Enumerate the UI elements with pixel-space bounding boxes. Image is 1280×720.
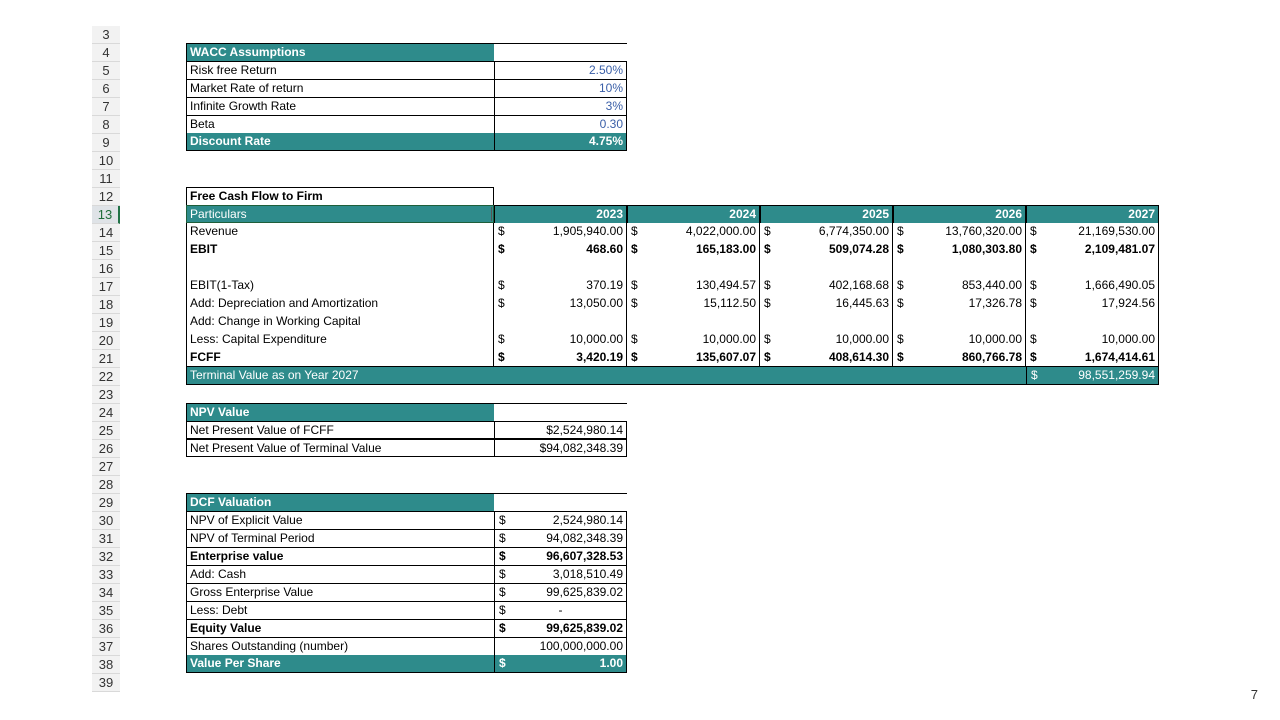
fcff-value: 4,022,000.00 — [685, 224, 756, 238]
currency-symbol: $ — [764, 350, 771, 364]
row-header[interactable]: 18 — [92, 296, 120, 314]
fcff-value-cell[interactable] — [893, 349, 1026, 367]
fcff-value-cell[interactable] — [627, 349, 760, 367]
fcff-value: 10,000.00 — [835, 332, 889, 346]
page-number: 7 — [1250, 687, 1258, 702]
currency-symbol: $ — [499, 531, 506, 545]
row-header[interactable]: 26 — [92, 440, 120, 458]
fcff-value: 10,000.00 — [702, 332, 756, 346]
row-header[interactable]: 28 — [92, 476, 120, 494]
fcff-value: 860,766.78 — [961, 350, 1022, 364]
currency-symbol: $ — [764, 296, 771, 310]
fcff-value: 17,326.78 — [968, 296, 1022, 310]
fcff-value-cell[interactable] — [893, 241, 1026, 259]
fcff-value: 10,000.00 — [968, 332, 1022, 346]
fcff-value-cell[interactable] — [494, 259, 627, 277]
currency-symbol: $ — [631, 350, 638, 364]
row-header[interactable]: 35 — [92, 602, 120, 620]
currency-symbol: $ — [897, 242, 904, 256]
currency-symbol: $ — [499, 621, 506, 635]
fcff-value-cell[interactable] — [494, 313, 627, 331]
fcff-value: 2,109,481.07 — [1084, 242, 1155, 256]
currency-symbol: $ — [764, 242, 771, 256]
currency-symbol: $ — [631, 242, 638, 256]
row-header[interactable]: 11 — [92, 170, 120, 188]
dcf-row-label[interactable]: Shares Outstanding (number) — [186, 637, 494, 655]
year-header-2025[interactable]: 2025 — [760, 205, 893, 223]
currency-symbol: $ — [498, 296, 505, 310]
currency-symbol: $ — [764, 278, 771, 292]
row-header[interactable]: 14 — [92, 224, 120, 242]
terminal-value-label[interactable]: Terminal Value as on Year 2027 — [186, 367, 494, 385]
fcff-row-label[interactable]: Add: Change in Working Capital — [186, 313, 494, 331]
fcff-value-cell[interactable] — [760, 241, 893, 259]
dcf-row-label[interactable]: Enterprise value — [186, 547, 494, 565]
currency-symbol: $ — [631, 224, 638, 238]
fcff-value-cell[interactable] — [627, 241, 760, 259]
fcff-value-cell[interactable] — [760, 277, 893, 295]
wacc-header[interactable]: WACC Assumptions — [186, 43, 494, 61]
wacc-row-value[interactable]: 2.50% — [494, 61, 627, 79]
row-header[interactable]: 10 — [92, 152, 120, 170]
fcff-value-cell[interactable] — [627, 313, 760, 331]
dcf-value: 3,018,510.49 — [552, 567, 623, 581]
dcf-header-blank[interactable] — [494, 493, 627, 511]
year-header-2027[interactable]: 2027 — [1026, 205, 1159, 223]
row-header[interactable]: 4 — [92, 44, 120, 62]
dcf-row-label[interactable]: NPV of Explicit Value — [186, 511, 494, 529]
fcff-value: 17,924.56 — [1101, 296, 1155, 310]
row-header[interactable]: 20 — [92, 332, 120, 350]
fcff-value-cell[interactable] — [494, 277, 627, 295]
text-cursor-icon — [491, 207, 492, 221]
dcf-value: - — [558, 603, 563, 617]
currency-symbol: $ — [499, 513, 506, 527]
row-header[interactable]: 22 — [92, 368, 120, 386]
row-header[interactable]: 39 — [92, 674, 120, 692]
wacc-row-label[interactable]: Market Rate of return — [186, 79, 494, 97]
fcff-value-cell[interactable] — [893, 295, 1026, 313]
row-header[interactable]: 7 — [92, 98, 120, 116]
dcf-value-cell[interactable] — [494, 583, 627, 601]
fcff-value: 135,607.07 — [695, 350, 756, 364]
currency-symbol: $ — [498, 332, 505, 346]
fcff-value-cell[interactable] — [627, 223, 760, 241]
discount-rate-value[interactable]: 4.75% — [494, 133, 627, 151]
wacc-row-label[interactable]: Beta — [186, 115, 494, 133]
fcff-row-label[interactable] — [186, 259, 494, 277]
fcff-value: 408,614.30 — [828, 350, 889, 364]
currency-symbol: $ — [897, 332, 904, 346]
fcff-value: 402,168.68 — [828, 278, 889, 292]
fcff-value: 853,440.00 — [961, 278, 1022, 292]
fcff-value-cell[interactable] — [1026, 313, 1159, 331]
currency-symbol: $ — [498, 350, 505, 364]
currency-symbol: $ — [499, 549, 506, 563]
fcff-value-cell[interactable] — [760, 295, 893, 313]
row-header[interactable]: 30 — [92, 512, 120, 530]
fcff-value-cell[interactable] — [494, 241, 627, 259]
fcff-value-cell[interactable] — [1026, 331, 1159, 349]
fcff-value: 468.60 — [586, 242, 623, 256]
dcf-value-cell[interactable] — [494, 529, 627, 547]
fcff-value: 1,674,414.61 — [1084, 350, 1155, 364]
fcff-value: 1,666,490.05 — [1084, 278, 1155, 292]
currency-symbol: $ — [897, 224, 904, 238]
row-header[interactable]: 9 — [92, 134, 120, 152]
row-header[interactable]: 3 — [92, 26, 120, 44]
fcff-value-cell[interactable] — [627, 277, 760, 295]
wacc-row-label[interactable]: Infinite Growth Rate — [186, 97, 494, 115]
currency-symbol: $ — [1030, 224, 1037, 238]
currency-symbol: $ — [1030, 296, 1037, 310]
currency-symbol: $ — [499, 603, 506, 617]
currency-symbol: $ — [897, 350, 904, 364]
row-header[interactable]: 25 — [92, 422, 120, 440]
row-header[interactable]: 24 — [92, 404, 120, 422]
dcf-header[interactable]: DCF Valuation — [186, 493, 494, 511]
currency-symbol: $ — [764, 224, 771, 238]
row-header[interactable]: 13 — [92, 206, 120, 224]
currency-symbol: $ — [499, 656, 506, 670]
row-header[interactable]: 6 — [92, 80, 120, 98]
row-header[interactable]: 17 — [92, 278, 120, 296]
fcff-value-cell[interactable] — [760, 259, 893, 277]
fcff-value-cell[interactable] — [494, 295, 627, 313]
currency-symbol: $ — [498, 242, 505, 256]
currency-symbol: $ — [631, 296, 638, 310]
fcff-value: 16,445.63 — [835, 296, 889, 310]
row-header[interactable]: 31 — [92, 530, 120, 548]
terminal-value-spacer[interactable] — [494, 367, 1026, 385]
npv-row-label[interactable]: Net Present Value of Terminal Value — [186, 439, 494, 457]
dcf-value-cell[interactable] — [494, 511, 627, 529]
currency-symbol: $ — [498, 224, 505, 238]
currency-symbol: $ — [1030, 242, 1037, 256]
dcf-value: 94,082,348.39 — [546, 531, 623, 545]
fcff-value-cell[interactable] — [760, 223, 893, 241]
row-header[interactable]: 12 — [92, 188, 120, 206]
fcff-value-cell[interactable] — [893, 313, 1026, 331]
fcff-value-cell[interactable] — [627, 259, 760, 277]
fcff-value: 370.19 — [586, 278, 623, 292]
dcf-value-cell[interactable] — [494, 637, 627, 655]
year-header-2024[interactable]: 2024 — [627, 205, 760, 223]
row-header[interactable]: 33 — [92, 566, 120, 584]
fcff-row-label[interactable]: Revenue — [186, 223, 494, 241]
fcff-value-cell[interactable] — [893, 223, 1026, 241]
fcff-value: 10,000.00 — [569, 332, 623, 346]
value-per-share-cell[interactable] — [494, 655, 627, 673]
fcff-value-cell[interactable] — [1026, 349, 1159, 367]
fcff-value-cell[interactable] — [1026, 223, 1159, 241]
currency-symbol: $ — [897, 296, 904, 310]
terminal-value: 98,551,259.94 — [1078, 368, 1155, 382]
dcf-value-cell[interactable] — [494, 547, 627, 565]
npv-row-value[interactable]: $2,524,980.14 — [494, 421, 627, 439]
row-headers — [92, 26, 120, 692]
fcff-row-label[interactable]: EBIT — [186, 241, 494, 259]
fcff-value-cell[interactable] — [494, 223, 627, 241]
wacc-header-blank[interactable] — [494, 43, 627, 61]
fcff-row-label[interactable]: FCFF — [186, 349, 494, 367]
fcff-value-cell[interactable] — [760, 313, 893, 331]
dcf-row-label[interactable]: NPV of Terminal Period — [186, 529, 494, 547]
currency-symbol: $ — [498, 278, 505, 292]
value-per-share-label[interactable]: Value Per Share — [186, 655, 494, 673]
year-header-2023[interactable]: 2023 — [494, 205, 627, 223]
dcf-row-label[interactable]: Less: Debt — [186, 601, 494, 619]
dcf-value: 99,625,839.02 — [546, 585, 623, 599]
row-header[interactable]: 5 — [92, 62, 120, 80]
year-header-2026[interactable]: 2026 — [893, 205, 1026, 223]
fcff-value: 1,905,940.00 — [552, 224, 623, 238]
fcff-value-cell[interactable] — [494, 331, 627, 349]
currency-symbol: $ — [1030, 350, 1037, 364]
fcff-value: 15,112.50 — [703, 296, 756, 310]
dcf-value: 96,607,328.53 — [546, 549, 623, 563]
dcf-value-cell[interactable] — [494, 619, 627, 637]
fcff-value: 165,183.00 — [695, 242, 756, 256]
fcff-value-cell[interactable] — [494, 349, 627, 367]
fcff-value-cell[interactable] — [1026, 277, 1159, 295]
wacc-row-value[interactable]: 10% — [494, 79, 627, 97]
fcff-row-label[interactable]: Add: Depreciation and Amortization — [186, 295, 494, 313]
terminal-value-cell[interactable] — [1026, 367, 1159, 385]
row-header[interactable]: 8 — [92, 116, 120, 134]
dcf-row-label[interactable]: Equity Value — [186, 619, 494, 637]
fcff-row-label[interactable]: Less: Capital Expenditure — [186, 331, 494, 349]
currency-symbol: $ — [1030, 278, 1037, 292]
fcff-value: 6,774,350.00 — [818, 224, 889, 238]
row-header[interactable]: 23 — [92, 386, 120, 404]
dcf-row-label[interactable]: Gross Enterprise Value — [186, 583, 494, 601]
dcf-value: 99,625,839.02 — [546, 621, 623, 635]
currency-symbol: $ — [897, 278, 904, 292]
fcff-value-cell[interactable] — [1026, 241, 1159, 259]
wacc-row-label[interactable]: Risk free Return — [186, 61, 494, 79]
wacc-row-value[interactable]: 0.30 — [494, 115, 627, 133]
npv-header-blank[interactable] — [494, 403, 627, 421]
dcf-value-cell[interactable] — [494, 601, 627, 619]
fcff-value-cell[interactable] — [893, 331, 1026, 349]
npv-row-label[interactable]: Net Present Value of FCFF — [186, 421, 494, 439]
row-header[interactable]: 36 — [92, 620, 120, 638]
npv-row-value[interactable]: $94,082,348.39 — [494, 439, 627, 457]
fcff-title[interactable]: Free Cash Flow to Firm — [186, 187, 494, 205]
fcff-value-cell[interactable] — [760, 349, 893, 367]
fcff-value-cell[interactable] — [893, 259, 1026, 277]
currency-symbol: $ — [499, 567, 506, 581]
fcff-value: 21,169,530.00 — [1078, 224, 1155, 238]
currency-symbol: $ — [499, 585, 506, 599]
particulars-header[interactable]: Particulars — [186, 205, 494, 223]
dcf-value: 100,000,000.00 — [539, 639, 623, 653]
npv-header[interactable]: NPV Value — [186, 403, 494, 421]
currency-symbol: $ — [631, 332, 638, 346]
row-header[interactable]: 19 — [92, 314, 120, 332]
currency-symbol: $ — [1030, 332, 1037, 346]
row-header[interactable]: 29 — [92, 494, 120, 512]
fcff-value-cell[interactable] — [760, 331, 893, 349]
currency-symbol: $ — [764, 332, 771, 346]
dcf-value: 2,524,980.14 — [552, 513, 623, 527]
currency-symbol: $ — [631, 278, 638, 292]
fcff-value-cell[interactable] — [893, 277, 1026, 295]
fcff-value: 509,074.28 — [828, 242, 889, 256]
fcff-value: 1,080,303.80 — [951, 242, 1022, 256]
row-header[interactable]: 16 — [92, 260, 120, 278]
fcff-value-cell[interactable] — [1026, 259, 1159, 277]
fcff-value-cell[interactable] — [627, 295, 760, 313]
row-header[interactable]: 32 — [92, 548, 120, 566]
row-header[interactable]: 15 — [92, 242, 120, 260]
row-header[interactable]: 21 — [92, 350, 120, 368]
fcff-value: 13,050.00 — [569, 296, 623, 310]
currency-symbol: $ — [1031, 368, 1038, 382]
fcff-value: 13,760,320.00 — [945, 224, 1022, 238]
dcf-value-cell[interactable] — [494, 565, 627, 583]
fcff-value: 130,494.57 — [695, 278, 756, 292]
row-header[interactable]: 27 — [92, 458, 120, 476]
fcff-value-cell[interactable] — [627, 331, 760, 349]
row-header[interactable]: 34 — [92, 584, 120, 602]
discount-rate-label[interactable]: Discount Rate — [186, 133, 494, 151]
fcff-value-cell[interactable] — [1026, 295, 1159, 313]
row-header[interactable]: 38 — [92, 656, 120, 674]
dcf-row-label[interactable]: Add: Cash — [186, 565, 494, 583]
fcff-value: 3,420.19 — [576, 350, 623, 364]
fcff-row-label[interactable]: EBIT(1-Tax) — [186, 277, 494, 295]
row-header[interactable]: 37 — [92, 638, 120, 656]
fcff-value: 10,000.00 — [1101, 332, 1155, 346]
value-per-share: 1.00 — [599, 656, 623, 670]
wacc-row-value[interactable]: 3% — [494, 97, 627, 115]
